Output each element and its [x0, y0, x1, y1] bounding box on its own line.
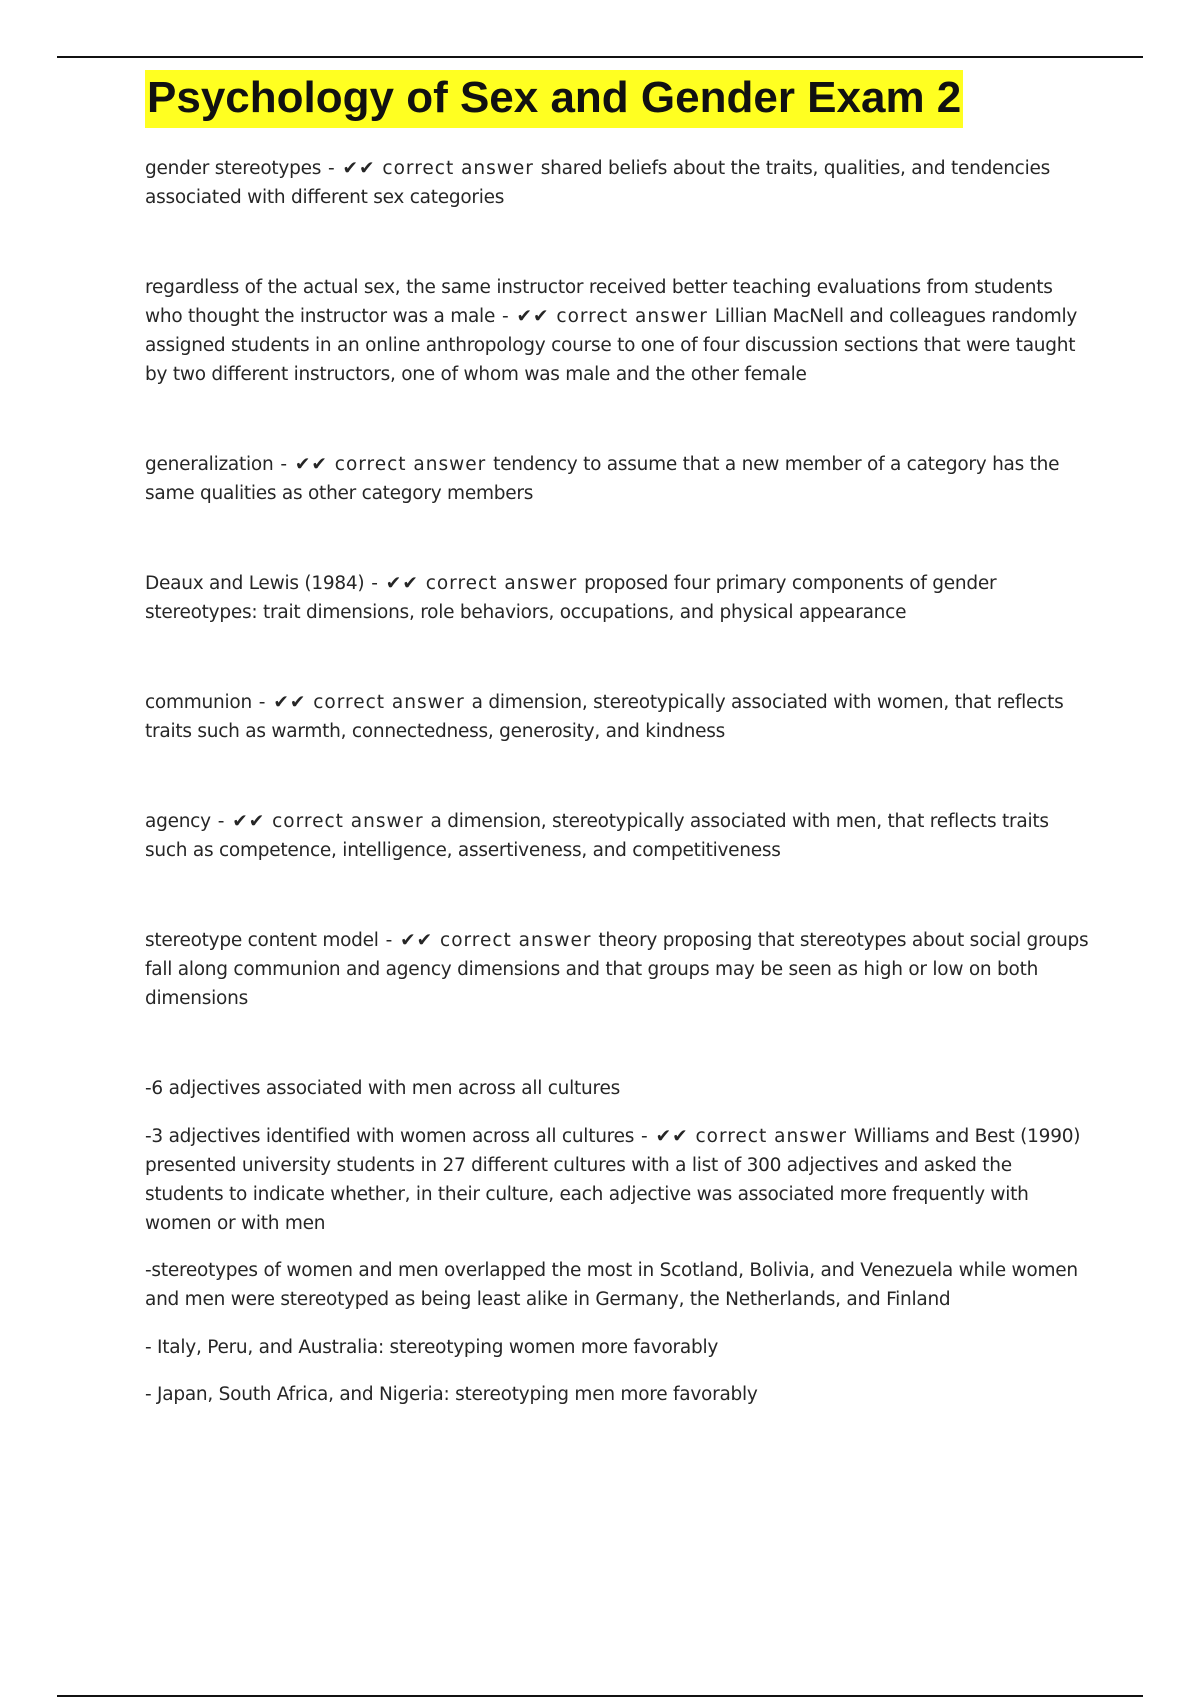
flashcard-list: [145, 154, 1095, 1409]
entry-answer: Williams and Best (1990) presented university students in 27 different cultures with a list of 300 adjectives and asked the students to indicate whether, in their culture, each adjective was associated more frequently with women or with men: [145, 1125, 1081, 1234]
final-entry-line2: [145, 1122, 1095, 1238]
entry-answer: theory proposing that stereotypes about social groups fall along communion and agency dimensions and that groups may be seen as high or low on both dimensions: [145, 930, 1089, 1009]
flashcard-entry: [145, 450, 1095, 508]
answer-separator: - ✔✔ correct answer: [634, 1125, 854, 1147]
entry-answer: tendency to assume that a new member of a category has the same qualities as other category members: [145, 454, 1060, 504]
entry-term: gender stereotypes: [145, 158, 322, 179]
bottom-rule: [57, 1695, 1143, 1697]
answer-separator: - ✔✔ correct answer: [273, 454, 494, 475]
entry-answer: proposed four primary components of gender stereotypes: trait dimensions, role behaviors, occupations, and physical appearance: [145, 573, 997, 623]
entry-term: stereotype content model: [145, 930, 379, 951]
entry-term: agency: [145, 811, 211, 832]
final-entry-point2: - Italy, Peru, and Australia: stereotyping women more favorably: [145, 1336, 719, 1358]
entry-term: Deaux and Lewis (1984): [145, 573, 365, 594]
answer-separator: - ✔✔ correct answer: [251, 692, 472, 713]
flashcard-entry: [145, 926, 1095, 1013]
final-entry-line1: -6 adjectives associated with men across all cultures: [145, 1078, 620, 1099]
flashcard-entry: [145, 273, 1095, 389]
flashcard-entry: [145, 807, 1095, 865]
flashcard-entry: [145, 154, 1095, 212]
final-entry-point1: -stereotypes of women and men overlapped the most in Scotland, Bolivia, and Venezuela while women and men were stereotyped as being least alike in Germany, the Netherlands, and Finland: [145, 1260, 1078, 1310]
answer-separator: - ✔✔ correct answer: [495, 306, 715, 327]
entry-term: generalization: [145, 454, 274, 475]
document-title: Psychology of Sex and Gender Exam 2: [145, 70, 963, 128]
flashcard-entry: [145, 688, 1095, 746]
answer-separator: - ✔✔ correct answer: [378, 930, 599, 951]
flashcard-entry: [145, 569, 1095, 627]
entry-answer: Lillian MacNell and colleagues randomly assigned students in an online anthropology course to one of four discussion sections that were taught by two different instructors, one of whom was male and the other female: [145, 306, 1078, 385]
document-page: [145, 70, 1095, 1426]
entry-term: regardless of the actual sex, the same instructor received better teaching evaluations from students who thought the instructor was a male: [145, 277, 1053, 327]
answer-separator: - ✔✔ correct answer: [210, 811, 431, 832]
answer-separator: - ✔✔ correct answer: [364, 573, 585, 594]
entry-term: -3 adjectives identified with women across all cultures: [145, 1125, 635, 1147]
top-rule: [57, 56, 1143, 58]
entry-term: communion: [145, 692, 252, 713]
answer-separator: - ✔✔ correct answer: [321, 158, 541, 179]
entry-answer: a dimension, stereotypically associated with women, that reflects traits such as warmth, connectedness, generosity, and kindness: [145, 692, 1064, 742]
final-entry-point3: - Japan, South Africa, and Nigeria: stereotyping men more favorably: [145, 1384, 758, 1405]
entry-answer: shared beliefs about the traits, qualities, and tendencies associated with different sex categories: [145, 158, 1050, 208]
entry-answer: a dimension, stereotypically associated with men, that reflects traits such as competence, intelligence, assertiveness, and competitiveness: [145, 811, 1049, 861]
